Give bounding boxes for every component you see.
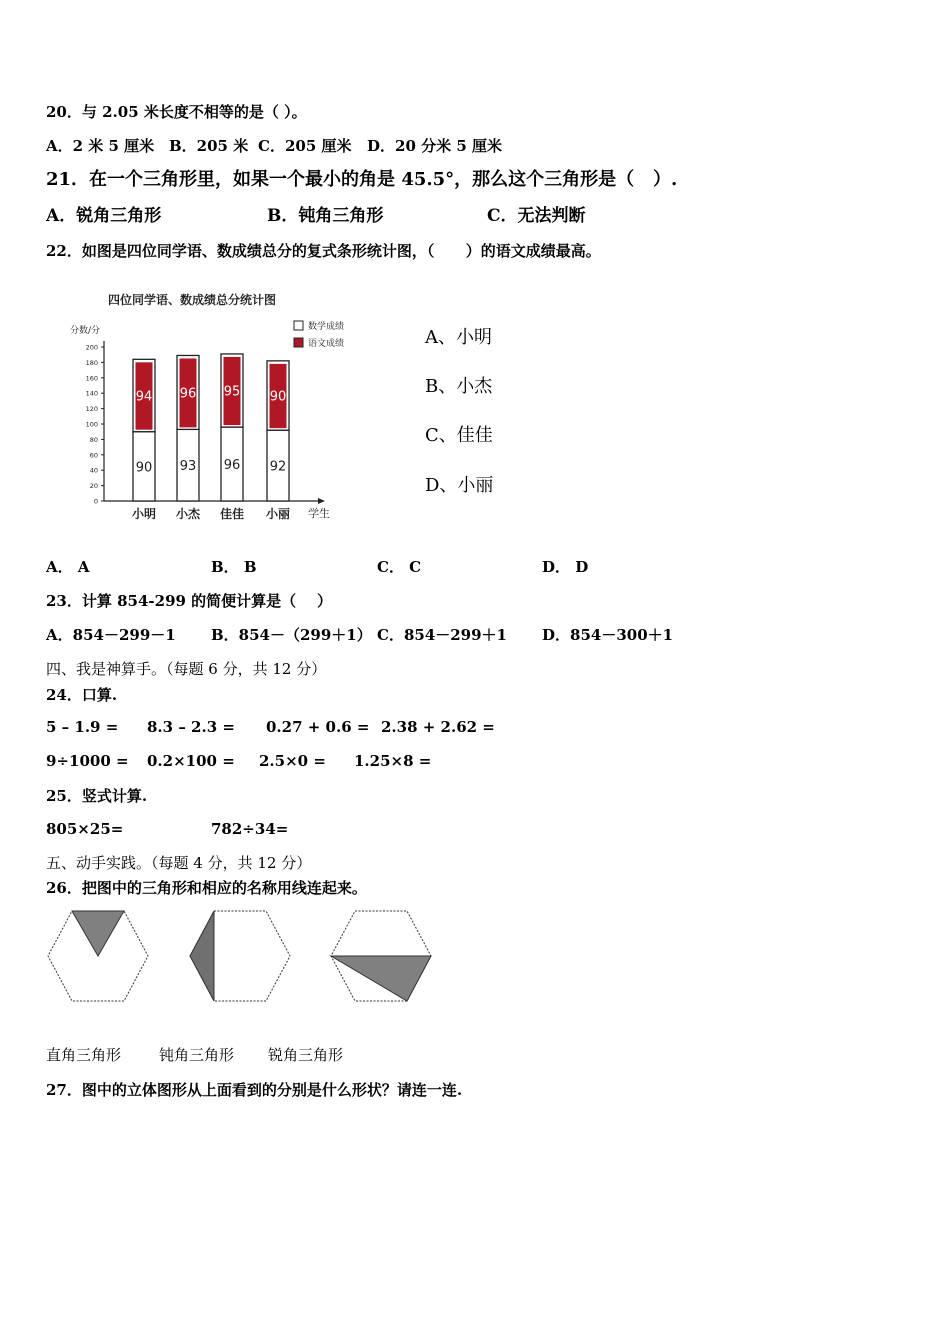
q23-stem: 23．计算 854-299 的简便计算是（ ） (46, 592, 333, 610)
y-tick-label: 160 (85, 374, 98, 383)
section-5-heading: 五、动手实践。（每题 4 分，共 12 分） (46, 854, 312, 872)
oral-calc-4: 2.38 + 2.62 = (381, 718, 495, 736)
q20-stem: 20．与 2.05 米长度不相等的是（ ）。 (46, 103, 307, 121)
oral-calc-7: 2.5×0 = (259, 752, 326, 770)
legend-swatch-chinese (294, 338, 303, 347)
x-tick-label: 小明 (131, 507, 157, 521)
q20-option-d: D．20 分米 5 厘米 (367, 137, 502, 155)
triangle-label-acute: 锐角三角形 (268, 1046, 344, 1064)
q24-stem: 24．口算. (46, 686, 118, 704)
oral-calc-5: 9÷1000 = (46, 752, 129, 770)
data-label-math: 96 (223, 458, 241, 474)
hexagon-figure-3 (329, 909, 433, 1003)
q27-stem: 27．图中的立体图形从上面看到的分别是什么形状？请连一连. (46, 1081, 463, 1099)
q22-option-b: B． B (211, 558, 257, 576)
q23-option-d: D．854－300＋1 (542, 626, 674, 644)
chart-xlabel: 学生 (308, 507, 330, 520)
legend-label-math: 数学成绩 (308, 322, 345, 332)
data-label-chinese: 90 (269, 389, 287, 405)
legend-label-chinese: 语文成绩 (308, 339, 345, 349)
triangle-label-right: 直角三角形 (46, 1046, 122, 1064)
q26-stem: 26．把图中的三角形和相应的名称用线连起来。 (46, 879, 367, 897)
hexagon-figure-1 (46, 909, 150, 1003)
figure-choice-c: C、佳佳 (425, 425, 493, 446)
y-tick-label: 140 (85, 389, 98, 398)
x-tick-label: 小丽 (265, 507, 291, 521)
y-tick-label: 20 (89, 482, 98, 491)
figure-choice-b: B、小杰 (425, 376, 493, 397)
y-tick-label: 80 (89, 435, 98, 444)
q23-option-c: C．854－299＋1 (377, 626, 507, 644)
oral-calc-8: 1.25×8 = (354, 752, 432, 770)
hexagon-figure-2 (188, 909, 292, 1003)
data-label-math: 90 (135, 460, 153, 476)
y-tick-label: 120 (85, 405, 98, 414)
oral-calc-2: 8.3 – 2.3 = (147, 718, 235, 736)
chart-ylabel: 分数/分 (70, 326, 101, 336)
y-tick-label: 200 (85, 343, 98, 352)
y-tick-label: 180 (85, 358, 98, 367)
q22-option-d: D． D (542, 558, 589, 576)
data-label-chinese: 94 (135, 389, 153, 405)
chart-legend (294, 320, 344, 349)
q22-option-a: A． A (46, 558, 90, 576)
x-tick-label: 小杰 (175, 507, 201, 521)
oral-calc-1: 5 – 1.9 = (46, 718, 119, 736)
q25-stem: 25．竖式计算. (46, 787, 148, 805)
legend-swatch-math (294, 321, 303, 330)
q21-option-b: B．钝角三角形 (267, 206, 384, 226)
obtuse-triangle-shaded (190, 911, 214, 1001)
data-label-math: 93 (179, 459, 197, 475)
x-tick-label: 佳佳 (219, 507, 245, 521)
vertical-calc-1: 805×25= (46, 820, 124, 838)
section-4-heading: 四、我是神算手。（每题 6 分，共 12 分） (46, 660, 327, 678)
q21-option-c: C．无法判断 (487, 206, 586, 226)
y-tick-label: 100 (85, 420, 98, 429)
bar-chart (60, 284, 360, 529)
q22-option-c: C． C (377, 558, 422, 576)
q23-option-a: A．854－299－1 (46, 626, 176, 644)
y-tick-label: 60 (89, 451, 98, 460)
q20-option-a: A．2 米 5 厘米 (46, 137, 155, 155)
vertical-calc-2: 782÷34= (211, 820, 289, 838)
data-label-chinese: 96 (179, 386, 197, 402)
oral-calc-6: 0.2×100 = (147, 752, 235, 770)
figure-choice-a: A、小明 (425, 327, 492, 348)
figure-choice-d: D、小丽 (425, 475, 494, 496)
q21-option-a: A．锐角三角形 (46, 206, 162, 226)
q20-option-b: B．205 米 (169, 137, 249, 155)
x-axis-arrow (318, 498, 325, 504)
y-tick-label: 40 (89, 466, 98, 475)
q20-option-c: C．205 厘米 (258, 137, 352, 155)
oral-calc-3: 0.27 + 0.6 = (266, 718, 370, 736)
q23-option-b: B．854－（299＋1） (211, 626, 372, 644)
triangle-label-obtuse: 钝角三角形 (159, 1046, 235, 1064)
data-label-math: 92 (269, 459, 287, 475)
q21-stem: 21．在一个三角形里，如果一个最小的角是 45.5°，那么这个三角形是（ ）. (46, 169, 678, 190)
chart-title: 四位同学语、数成绩总分统计图 (108, 293, 277, 307)
q22-stem: 22．如图是四位同学语、数成绩总分的复式条形统计图，（ ）的语文成绩最高。 (46, 242, 601, 260)
y-tick-label: 0 (93, 497, 98, 506)
data-label-chinese: 95 (223, 384, 241, 400)
